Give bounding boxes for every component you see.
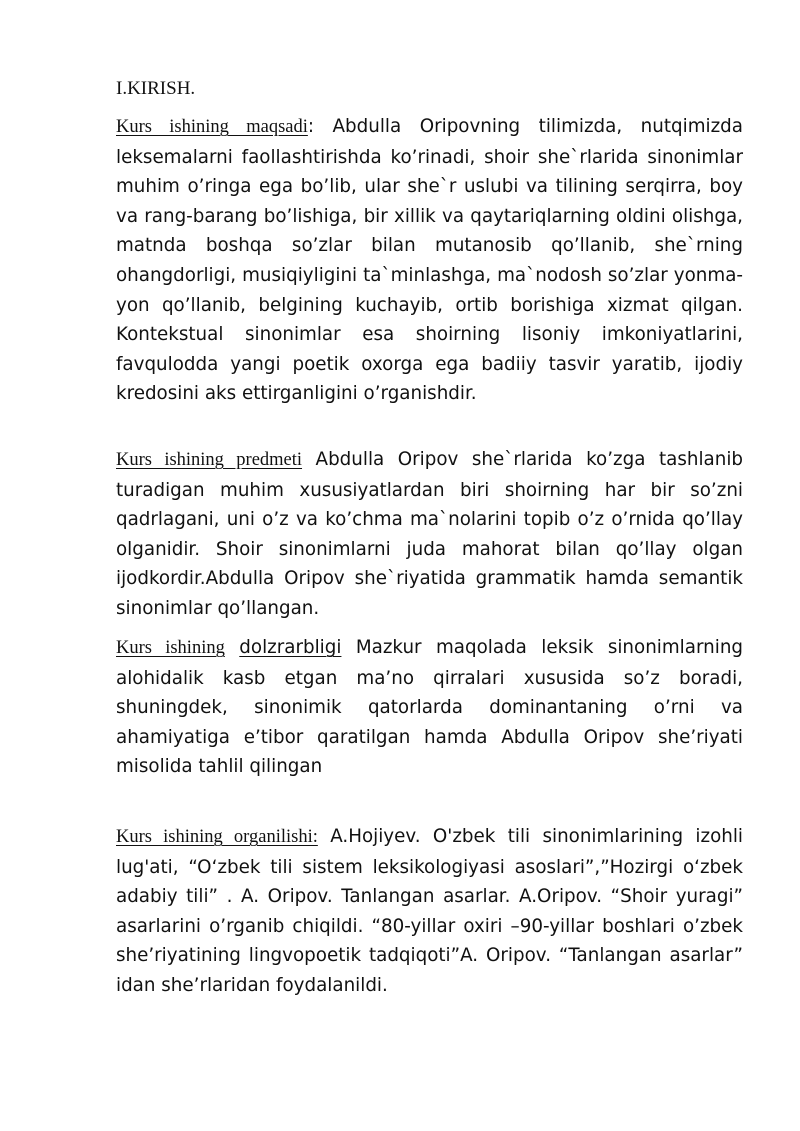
subject-paragraph xyxy=(116,445,743,624)
subject-lead: Kurs ishining predmeti xyxy=(116,450,303,470)
relevance-lead-2: dolzrarbligi xyxy=(239,637,342,658)
subject-body: Abdulla Oripov she`rlarida ko’zga tashlanib turadigan muhim xususiyatlardan biri shoirning har bir so’zni qadrlagani, uni o’z va ko’chma ma`nolarini topib o’z o’rnida qo’llay olganidir. Shoir sinonimlarni juda mahorat bilan qo’llay olgan ijodkordir.Abdulla Oripov she`riyatida grammatik hamda semantik sinonimlar qo’llangan. xyxy=(116,449,743,619)
goal-lead: Kurs ishining maqsadi xyxy=(116,117,308,137)
study-body: A.Hojiyev. O'zbek tili sinonimlarining izohli lug'ati, “O‘zbek tili sistem leksikologiyasi asoslari”,”Hozirgi o‘zbek adabiy tili” . A. Oripov. Tanlangan asarlar. A.Oripov. “Shoir yuragi” asarlarini o’rganib chiqildi. “80-yillar oxiri –90-yillar boshlari o’zbek she’riyatining lingvopoetik tadqiqoti”A. Oripov. “Tanlangan asarlar” idan she’rlaridan foydalanildi. xyxy=(116,826,743,996)
goal-separator: : xyxy=(307,116,315,137)
relevance-paragraph xyxy=(116,633,743,782)
section-heading: I.KIRISH. xyxy=(116,78,196,99)
goal-paragraph xyxy=(116,112,743,409)
study-paragraph xyxy=(116,822,743,1001)
study-lead: Kurs ishining organilishi: xyxy=(116,827,318,847)
goal-body: Abdulla Oripovning tilimizda, nutqimizda leksemalarni faollashtirishda ko’rinadi, shoir she`rlarida sinonimlar muhim o’ringa ega bo’lib, ular she`r uslubi va tilining serqirra, boy va rang-barang bo’lishiga, bir xillik va qaytariqlarning oldini olishga, matnda boshqa so’zlar bilan mutanosib qo’llanib, she`rning ohangdorligi, musiqiyligini ta`minlashga, ma`nodosh so’zlar yonma-yon qo’llanib, belgining kuchayib, ortib borishiga xizmat qilgan. Kontekstual sinonimlar esa shoirning lisoniy imkoniyatlarini, favqulodda yangi poetik oxorga ega badiiy tasvir yaratib, ijodiy kredosini aks ettirganligini o’rganishdir. xyxy=(116,116,743,405)
relevance-body: Mazkur maqolada leksik sinonimlarning alohidalik kasb etgan ma’no qirralari xususida so’z boradi, shuningdek, sinonimik qatorlarda dominantaning o’rni va ahamiyatiga e’tibor qaratilgan hamda Abdulla Oripov she’riyati misolida tahlil qilingan xyxy=(116,637,744,778)
relevance-lead: Kurs ishining xyxy=(116,638,225,658)
